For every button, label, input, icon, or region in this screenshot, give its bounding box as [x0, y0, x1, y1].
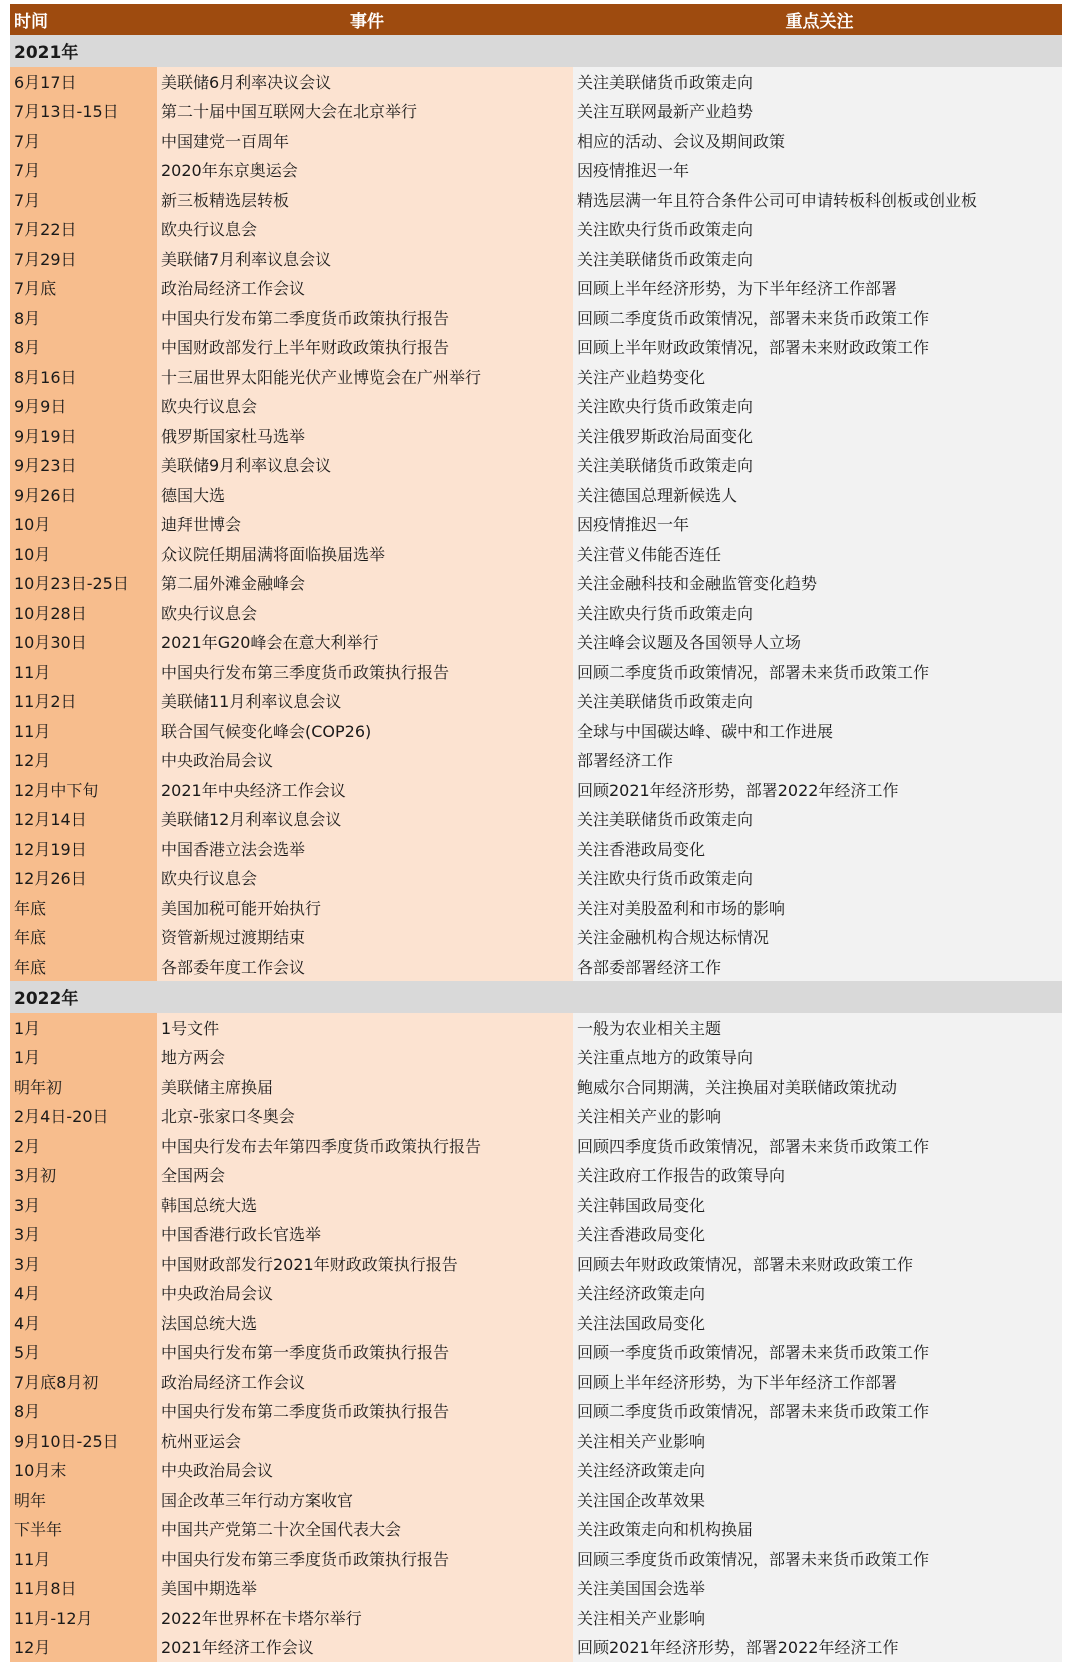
time-cell: 7月 [10, 185, 157, 215]
table-row [10, 1455, 1062, 1485]
event-cell: 中国央行发布第二季度货币政策执行报告 [157, 303, 573, 333]
year-label: 2022年 [14, 989, 79, 1010]
focus-cell: 关注互联网最新产业趋势 [573, 96, 1062, 126]
time-cell: 10月 [10, 509, 157, 539]
focus-cell: 全球与中国碳达峰、碳中和工作进展 [573, 716, 1062, 746]
table-row [10, 598, 1062, 628]
time-cell: 7月底 [10, 273, 157, 303]
focus-cell: 回顾四季度货币政策情况，部署未来货币政策工作 [573, 1131, 1062, 1161]
event-cell: 地方两会 [157, 1042, 573, 1072]
table-row [10, 1426, 1062, 1456]
event-cell: 国企改革三年行动方案收官 [157, 1485, 573, 1515]
time-cell: 10月30日 [10, 627, 157, 657]
time-cell: 3月 [10, 1249, 157, 1279]
time-cell: 11月2日 [10, 686, 157, 716]
focus-cell: 相应的活动、会议及期间政策 [573, 126, 1062, 156]
event-cell: 迪拜世博会 [157, 509, 573, 539]
time-cell: 9月26日 [10, 480, 157, 510]
table-row [10, 1101, 1062, 1131]
time-cell: 8月16日 [10, 362, 157, 392]
time-cell: 12月14日 [10, 804, 157, 834]
time-cell: 12月 [10, 745, 157, 775]
event-cell: 1号文件 [157, 1013, 573, 1043]
table-row [10, 627, 1062, 657]
event-cell: 欧央行议息会 [157, 863, 573, 893]
table-row [10, 391, 1062, 421]
header-focus: 重点关注 [785, 12, 854, 32]
focus-cell: 鲍威尔合同期满，关注换届对美联储政策扰动 [573, 1072, 1062, 1102]
header-event: 事件 [350, 12, 384, 32]
table-row [10, 126, 1062, 156]
table-row [10, 1190, 1062, 1220]
event-cell: 中国财政部发行上半年财政政策执行报告 [157, 332, 573, 362]
focus-cell: 回顾三季度货币政策情况，部署未来货币政策工作 [573, 1544, 1062, 1574]
event-cell: 联合国气候变化峰会(COP26) [157, 716, 573, 746]
time-cell: 8月 [10, 1396, 157, 1426]
event-cell: 2021年G20峰会在意大利举行 [157, 627, 573, 657]
focus-cell: 因疫情推迟一年 [573, 509, 1062, 539]
event-cell: 中央政治局会议 [157, 1455, 573, 1485]
time-cell: 8月 [10, 332, 157, 362]
table-row [10, 922, 1062, 952]
time-cell: 11月 [10, 1544, 157, 1574]
event-cell: 法国总统大选 [157, 1308, 573, 1338]
year-section-header [10, 35, 1062, 67]
focus-cell: 关注欧央行货币政策走向 [573, 214, 1062, 244]
focus-cell: 因疫情推迟一年 [573, 155, 1062, 185]
table-row [10, 1396, 1062, 1426]
event-cell: 欧央行议息会 [157, 391, 573, 421]
focus-cell: 关注政策走向和机构换届 [573, 1514, 1062, 1544]
table-row [10, 1485, 1062, 1515]
table-row [10, 244, 1062, 274]
focus-cell: 关注美国国会选举 [573, 1573, 1062, 1603]
focus-cell: 关注经济政策走向 [573, 1278, 1062, 1308]
focus-cell: 关注香港政局变化 [573, 1219, 1062, 1249]
focus-cell: 关注欧央行货币政策走向 [573, 391, 1062, 421]
table-row [10, 745, 1062, 775]
focus-cell: 关注俄罗斯政治局面变化 [573, 421, 1062, 451]
time-cell: 7月 [10, 155, 157, 185]
event-cell: 第二十届中国互联网大会在北京举行 [157, 96, 573, 126]
table-row [10, 480, 1062, 510]
table-row [10, 1131, 1062, 1161]
time-cell: 明年 [10, 1485, 157, 1515]
event-cell: 北京-张家口冬奥会 [157, 1101, 573, 1131]
table-row [10, 1544, 1062, 1574]
focus-cell: 回顾2021年经济形势，部署2022年经济工作 [573, 1632, 1062, 1662]
table-row [10, 421, 1062, 451]
event-cell: 中国央行发布第三季度货币政策执行报告 [157, 657, 573, 687]
focus-cell: 一般为农业相关主题 [573, 1013, 1062, 1043]
focus-cell: 关注韩国政局变化 [573, 1190, 1062, 1220]
focus-cell: 关注国企改革效果 [573, 1485, 1062, 1515]
time-cell: 7月底8月初 [10, 1367, 157, 1397]
focus-cell: 关注重点地方的政策导向 [573, 1042, 1062, 1072]
time-cell: 下半年 [10, 1514, 157, 1544]
event-cell: 各部委年度工作会议 [157, 952, 573, 982]
time-cell: 明年初 [10, 1072, 157, 1102]
focus-cell: 关注对美股盈利和市场的影响 [573, 893, 1062, 923]
table-row [10, 1278, 1062, 1308]
table-row [10, 657, 1062, 687]
focus-cell: 关注经济政策走向 [573, 1455, 1062, 1485]
table-row [10, 1219, 1062, 1249]
event-cell: 政治局经济工作会议 [157, 1367, 573, 1397]
events-table [10, 4, 1062, 1662]
time-cell: 1月 [10, 1013, 157, 1043]
time-cell: 12月 [10, 1632, 157, 1662]
focus-cell: 关注美联储货币政策走向 [573, 450, 1062, 480]
time-cell: 11月8日 [10, 1573, 157, 1603]
focus-cell: 关注菅义伟能否连任 [573, 539, 1062, 569]
focus-cell: 关注产业趋势变化 [573, 362, 1062, 392]
time-cell: 3月初 [10, 1160, 157, 1190]
event-cell: 欧央行议息会 [157, 214, 573, 244]
focus-cell: 回顾去年财政政策情况，部署未来财政政策工作 [573, 1249, 1062, 1279]
event-cell: 美联储11月利率议息会议 [157, 686, 573, 716]
time-cell: 9月9日 [10, 391, 157, 421]
time-cell: 4月 [10, 1308, 157, 1338]
event-cell: 杭州亚运会 [157, 1426, 573, 1456]
event-cell: 美联储9月利率议息会议 [157, 450, 573, 480]
time-cell: 9月10日-25日 [10, 1426, 157, 1456]
event-cell: 十三届世界太阳能光伏产业博览会在广州举行 [157, 362, 573, 392]
time-cell: 年底 [10, 922, 157, 952]
event-cell: 韩国总统大选 [157, 1190, 573, 1220]
focus-cell: 回顾上半年财政政策情况，部署未来财政政策工作 [573, 332, 1062, 362]
table-row [10, 568, 1062, 598]
table-row [10, 1160, 1062, 1190]
event-cell: 美联储7月利率议息会议 [157, 244, 573, 274]
table-body [10, 35, 1062, 1662]
focus-cell: 回顾二季度货币政策情况，部署未来货币政策工作 [573, 1396, 1062, 1426]
event-cell: 中央政治局会议 [157, 745, 573, 775]
time-cell: 10月末 [10, 1455, 157, 1485]
table-row [10, 1632, 1062, 1662]
year-label: 2021年 [14, 43, 79, 64]
event-cell: 政治局经济工作会议 [157, 273, 573, 303]
time-cell: 3月 [10, 1219, 157, 1249]
time-cell: 11月 [10, 716, 157, 746]
event-cell: 美联储12月利率议息会议 [157, 804, 573, 834]
focus-cell: 回顾二季度货币政策情况，部署未来货币政策工作 [573, 657, 1062, 687]
focus-cell: 关注峰会议题及各国领导人立场 [573, 627, 1062, 657]
time-cell: 7月13日-15日 [10, 96, 157, 126]
event-cell: 中国香港立法会选举 [157, 834, 573, 864]
focus-cell: 关注德国总理新候选人 [573, 480, 1062, 510]
time-cell: 1月 [10, 1042, 157, 1072]
focus-cell: 关注美联储货币政策走向 [573, 244, 1062, 274]
event-cell: 中国香港行政长官选举 [157, 1219, 573, 1249]
header-time: 时间 [14, 12, 48, 32]
event-cell: 众议院任期届满将面临换届选举 [157, 539, 573, 569]
focus-cell: 各部委部署经济工作 [573, 952, 1062, 982]
time-cell: 4月 [10, 1278, 157, 1308]
focus-cell: 关注香港政局变化 [573, 834, 1062, 864]
table-row [10, 863, 1062, 893]
time-cell: 11月-12月 [10, 1603, 157, 1633]
time-cell: 10月28日 [10, 598, 157, 628]
table-row [10, 155, 1062, 185]
focus-cell: 关注美联储货币政策走向 [573, 804, 1062, 834]
focus-cell: 关注政府工作报告的政策导向 [573, 1160, 1062, 1190]
table-header [10, 4, 1062, 35]
table-row [10, 214, 1062, 244]
event-cell: 德国大选 [157, 480, 573, 510]
focus-cell: 关注欧央行货币政策走向 [573, 863, 1062, 893]
focus-cell: 精选层满一年且符合条件公司可申请转板科创板或创业板 [573, 185, 1062, 215]
time-cell: 12月19日 [10, 834, 157, 864]
event-cell: 中国建党一百周年 [157, 126, 573, 156]
table-row [10, 1013, 1062, 1043]
event-cell: 2022年世界杯在卡塔尔举行 [157, 1603, 573, 1633]
table-row [10, 450, 1062, 480]
table-row [10, 1042, 1062, 1072]
time-cell: 7月22日 [10, 214, 157, 244]
time-cell: 2月4日-20日 [10, 1101, 157, 1131]
time-cell: 7月 [10, 126, 157, 156]
table-row [10, 185, 1062, 215]
time-cell: 5月 [10, 1337, 157, 1367]
event-cell: 美联储主席换届 [157, 1072, 573, 1102]
event-cell: 欧央行议息会 [157, 598, 573, 628]
time-cell: 9月19日 [10, 421, 157, 451]
focus-cell: 关注金融科技和金融监管变化趋势 [573, 568, 1062, 598]
year-section-header [10, 981, 1062, 1013]
event-cell: 全国两会 [157, 1160, 573, 1190]
event-cell: 2020年东京奥运会 [157, 155, 573, 185]
table-row [10, 1308, 1062, 1338]
table-row [10, 1573, 1062, 1603]
table-row [10, 1337, 1062, 1367]
focus-cell: 关注金融机构合规达标情况 [573, 922, 1062, 952]
table-row [10, 716, 1062, 746]
event-cell: 2021年经济工作会议 [157, 1632, 573, 1662]
focus-cell: 关注美联储货币政策走向 [573, 686, 1062, 716]
focus-cell: 关注法国政局变化 [573, 1308, 1062, 1338]
table-row [10, 804, 1062, 834]
table-row [10, 539, 1062, 569]
event-cell: 美国中期选举 [157, 1573, 573, 1603]
table-row [10, 893, 1062, 923]
table-row [10, 1603, 1062, 1633]
event-cell: 中国央行发布去年第四季度货币政策执行报告 [157, 1131, 573, 1161]
time-cell: 6月17日 [10, 67, 157, 97]
event-cell: 新三板精选层转板 [157, 185, 573, 215]
table-row [10, 509, 1062, 539]
event-cell: 2021年中央经济工作会议 [157, 775, 573, 805]
focus-cell: 关注美联储货币政策走向 [573, 67, 1062, 97]
table-row [10, 96, 1062, 126]
event-cell: 中央政治局会议 [157, 1278, 573, 1308]
table-row [10, 1249, 1062, 1279]
table-row [10, 362, 1062, 392]
time-cell: 8月 [10, 303, 157, 333]
event-cell: 中国央行发布第一季度货币政策执行报告 [157, 1337, 573, 1367]
table-row [10, 1367, 1062, 1397]
event-cell: 美国加税可能开始执行 [157, 893, 573, 923]
event-cell: 美联储6月利率决议会议 [157, 67, 573, 97]
table-row [10, 67, 1062, 97]
table-row [10, 834, 1062, 864]
focus-cell: 关注相关产业影响 [573, 1426, 1062, 1456]
table-row [10, 1514, 1062, 1544]
table-row [10, 332, 1062, 362]
event-cell: 资管新规过渡期结束 [157, 922, 573, 952]
focus-cell: 回顾上半年经济形势，为下半年经济工作部署 [573, 273, 1062, 303]
time-cell: 10月23日-25日 [10, 568, 157, 598]
focus-cell: 关注相关产业影响 [573, 1603, 1062, 1633]
table-row [10, 775, 1062, 805]
table-row [10, 303, 1062, 333]
event-cell: 中国财政部发行2021年财政政策执行报告 [157, 1249, 573, 1279]
focus-cell: 回顾上半年经济形势，为下半年经济工作部署 [573, 1367, 1062, 1397]
time-cell: 10月 [10, 539, 157, 569]
time-cell: 7月29日 [10, 244, 157, 274]
time-cell: 2月 [10, 1131, 157, 1161]
table-row [10, 686, 1062, 716]
focus-cell: 回顾一季度货币政策情况，部署未来货币政策工作 [573, 1337, 1062, 1367]
time-cell: 3月 [10, 1190, 157, 1220]
table-row [10, 273, 1062, 303]
event-cell: 俄罗斯国家杜马选举 [157, 421, 573, 451]
time-cell: 9月23日 [10, 450, 157, 480]
focus-cell: 回顾2021年经济形势，部署2022年经济工作 [573, 775, 1062, 805]
time-cell: 年底 [10, 952, 157, 982]
event-cell: 第二届外滩金融峰会 [157, 568, 573, 598]
event-cell: 中国共产党第二十次全国代表大会 [157, 1514, 573, 1544]
event-cell: 中国央行发布第三季度货币政策执行报告 [157, 1544, 573, 1574]
event-cell: 中国央行发布第二季度货币政策执行报告 [157, 1396, 573, 1426]
focus-cell: 回顾二季度货币政策情况，部署未来货币政策工作 [573, 303, 1062, 333]
time-cell: 年底 [10, 893, 157, 923]
time-cell: 12月26日 [10, 863, 157, 893]
time-cell: 11月 [10, 657, 157, 687]
time-cell: 12月中下旬 [10, 775, 157, 805]
table-row [10, 952, 1062, 982]
focus-cell: 关注相关产业的影响 [573, 1101, 1062, 1131]
focus-cell: 部署经济工作 [573, 745, 1062, 775]
table-row [10, 1072, 1062, 1102]
focus-cell: 关注欧央行货币政策走向 [573, 598, 1062, 628]
